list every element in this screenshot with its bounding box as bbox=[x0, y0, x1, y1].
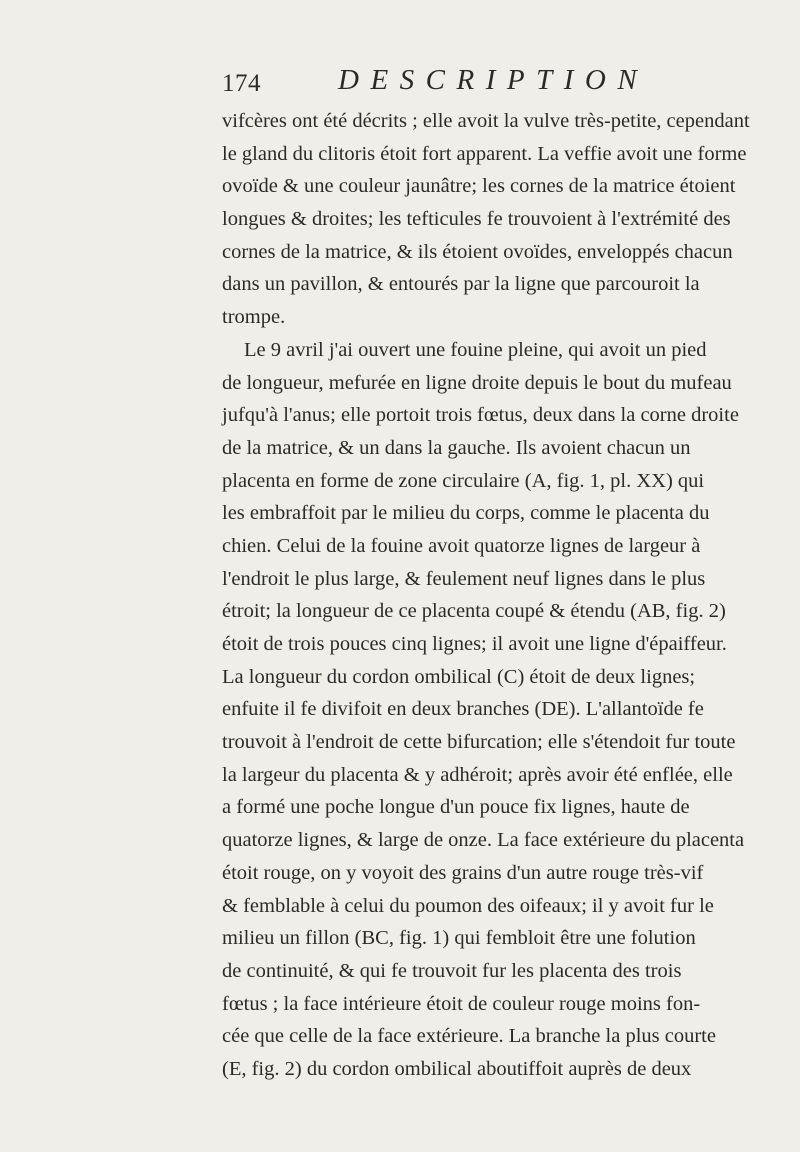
text-line: les embraffoit par le milieu du corps, comme le placenta du bbox=[222, 502, 710, 525]
text-line: trouvoit à l'endroit de cette bifurcation; elle s'étendoit fur toute bbox=[222, 731, 736, 754]
text-line: de continuité, & qui fe trouvoit fur les placenta des trois bbox=[222, 959, 682, 982]
text-line: enfuite il fe divifoit en deux branches (DE). L'allantoïde fe bbox=[222, 698, 704, 721]
text-line: fœtus ; la face intérieure étoit de couleur rouge moins fon- bbox=[222, 992, 701, 1015]
text-line: ovoïde & une couleur jaunâtre; les cornes de la matrice étoient bbox=[222, 175, 736, 198]
text-line: longues & droites; les tefticules fe trouvoient à l'extrémité des bbox=[222, 208, 731, 231]
text-line: étroit; la longueur de ce placenta coupé & étendu (AB, fig. 2) bbox=[222, 600, 726, 623]
text-line: de la matrice, & un dans la gauche. Ils avoient chacun un bbox=[222, 436, 691, 459]
text-line: placenta en forme de zone circulaire (A, fig. 1, pl. XX) qui bbox=[222, 469, 705, 492]
body-text bbox=[222, 105, 750, 1086]
running-title: DESCRIPTION bbox=[338, 64, 649, 96]
text-line: & femblable à celui du poumon des oifeaux; il y avoit fur le bbox=[222, 894, 714, 917]
text-line: cée que celle de la face extérieure. La branche la plus courte bbox=[222, 1025, 716, 1048]
text-line: vifcères ont été décrits ; elle avoit la vulve très-petite, cependant bbox=[222, 110, 750, 132]
text-line: l'endroit le plus large, & feulement neuf lignes dans le plus bbox=[222, 567, 706, 590]
text-line: a formé une poche longue d'un pouce fix lignes, haute de bbox=[222, 796, 690, 819]
text-line: la largeur du placenta & y adhéroit; après avoir été enflée, elle bbox=[222, 763, 733, 786]
text-line: jufqu'à l'anus; elle portoit trois fœtus, deux dans la corne droite bbox=[222, 404, 739, 427]
page-header bbox=[222, 64, 662, 104]
paragraph-start-line: Le 9 avril j'ai ouvert une fouine pleine, qui avoit un pied bbox=[244, 338, 707, 361]
text-line: étoit de trois pouces cinq lignes; il avoit une ligne d'épaiffeur. bbox=[222, 633, 727, 655]
text-line: milieu un fillon (BC, fig. 1) qui fembloit être une folution bbox=[222, 927, 696, 950]
text-line: trompe. bbox=[222, 306, 286, 329]
text-line: de longueur, mefurée en ligne droite depuis le bout du mufeau bbox=[222, 371, 732, 394]
text-line: La longueur du cordon ombilical (C) étoit de deux lignes; bbox=[222, 665, 696, 688]
text-line: dans un pavillon, & entourés par la ligne que parcouroit la bbox=[222, 273, 700, 296]
text-line: chien. Celui de la fouine avoit quatorze lignes de largeur à bbox=[222, 534, 701, 557]
text-line: cornes de la matrice, & ils étoient ovoïdes, enveloppés chacun bbox=[222, 240, 733, 263]
text-line: (E, fig. 2) du cordon ombilical aboutiffoit auprès de deux bbox=[222, 1057, 692, 1080]
text-line: le gland du clitoris étoit fort apparent. La veffie avoit une forme bbox=[222, 142, 747, 165]
text-line: étoit rouge, on y voyoit des grains d'un autre rouge très-vif bbox=[222, 861, 704, 884]
text-line: quatorze lignes, & large de onze. La face extérieure du placenta bbox=[222, 829, 745, 852]
page-number: 174 bbox=[222, 70, 261, 97]
